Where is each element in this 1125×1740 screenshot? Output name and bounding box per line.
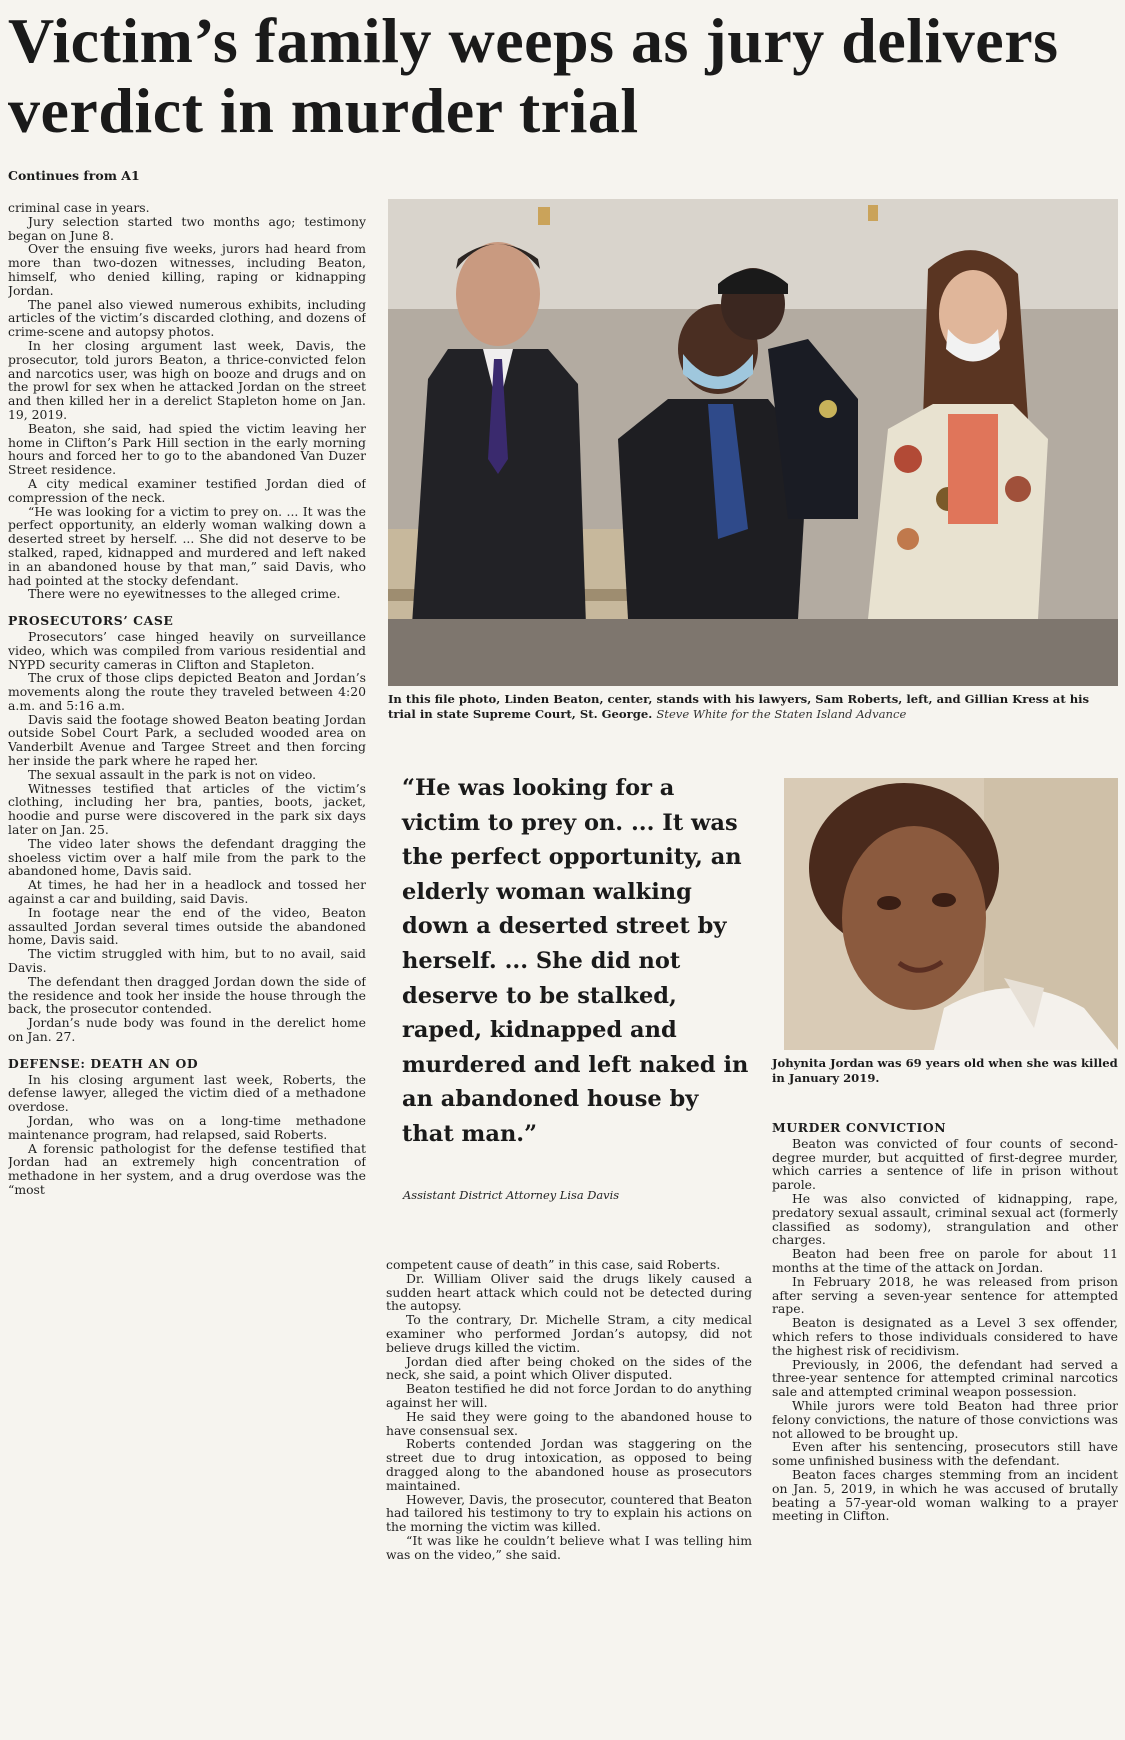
pull-quote-attribution: Assistant District Attorney Lisa Davis	[403, 1188, 620, 1202]
courtroom-photo	[388, 199, 1118, 686]
paragraph: To the contrary, Dr. Michelle Stram, a city medical examiner who performed Jordan’s autopsy, did not believe drugs killed the victim.	[386, 1312, 752, 1355]
paragraph: In her closing argument last week, Davis, the prosecutor, told jurors Beaton, a thrice-convicted felon and narcotics user, was high on booze and drugs and on the prowl for sex when he attacked Jordan on the street and then killed her in a derelict Stapleton home on Jan. 19, 2019.	[8, 337, 366, 422]
paragraph: “He was looking for a victim to prey on. ... It was the perfect opportunity, an elderly woman walking down a deserted street by herself. ... She did not deserve to be stalked, raped, kidnapped and murdered and left naked in an abandoned house by that man,” said Davis, who had pointed at the stocky defendant.	[8, 503, 366, 588]
paragraph: Jordan, who was on a long-time methadone maintenance program, had relapsed, said Roberts.	[8, 1113, 366, 1142]
paragraph: While jurors were told Beaton had three prior felony convictions, the nature of those convictions was not allowed to be brought up.	[772, 1397, 1118, 1441]
paragraph: Beaton had been free on parole for about 11 months at the time of the attack on Jordan.	[772, 1246, 1118, 1275]
paragraph: Beaton faces charges stemming from an incident on Jan. 5, 2019, in which he was accused of brutally beating a 57-year-old woman walking to a prayer meeting in Clifton.	[772, 1466, 1118, 1524]
pull-quote: “He was looking for a victim to prey on. ... It was the perfect opportunity, an elderly woman walking down a deserted street by herself. ... She did not deserve to be stalked, raped, kidnapped and murdered and left naked in an abandoned house by that man.”	[402, 775, 749, 1147]
paragraph: Beaton testified he did not force Jordan to do anything against her will.	[386, 1381, 752, 1410]
paragraph: At times, he had her in a headlock and tossed her against a car and building, said Davis.	[8, 877, 366, 907]
article-column-2	[386, 1258, 752, 1736]
paragraph: The panel also viewed numerous exhibits, including articles of the victim’s discarded clothing, and dozens of crime-scene and autopsy photos.	[8, 296, 366, 340]
paragraph: Davis said the footage showed Beaton beating Jordan outside Sobel Court Park, a secluded wooded area on Vanderbilt Avenue and Targee Street and then forcing her inside the park where he raped her.	[8, 711, 366, 769]
continues-from-label: Continues from A1	[8, 168, 140, 183]
paragraph: In his closing argument last week, Roberts, the defense lawyer, alleged the victim died of a methadone overdose.	[8, 1071, 366, 1115]
paragraph: There were no eyewitnesses to the alleged crime.	[28, 586, 341, 602]
paragraph: Over the ensuing five weeks, jurors had heard from more than two-dozen witnesses, including Beaton, himself, who denied killing, raping or kidnapping Jordan.	[8, 241, 366, 298]
paragraph: Even after his sentencing, prosecutors still have some unfinished business with the defendant.	[772, 1439, 1118, 1469]
article-column-3	[772, 1121, 1118, 1736]
paragraph: Witnesses testified that articles of the victim’s clothing, including her bra, panties, boots, jacket, hoodie and purse were discovered in the park six days later on Jan. 25.	[8, 780, 366, 838]
paragraph: criminal case in years.	[8, 201, 150, 215]
paragraph: The victim struggled with him, but to no avail, said Davis.	[8, 946, 366, 976]
victim-portrait-photo	[784, 778, 1118, 1050]
paragraph: Jordan died after being choked on the sides of the neck, she said, a point which Oliver disputed.	[386, 1353, 752, 1383]
photo-caption-text: In this file photo, Linden Beaton, center, stands with his lawyers, Sam Roberts, left, and Gillian Kress at his trial in state Supreme Court, St. George.	[388, 692, 1090, 721]
paragraph: He was also convicted of kidnapping, rape, predatory sexual assault, criminal sexual act (formerly classified as sodomy), strangulation and other charges.	[772, 1190, 1118, 1248]
paragraph: In February 2018, he was released from prison after serving a seven-year sentence for attempted rape.	[772, 1273, 1118, 1317]
victim-portrait-illustration	[784, 778, 1118, 1050]
paragraph: competent cause of death” in this case, said Roberts.	[386, 1258, 721, 1272]
headline: Victim’s family weeps as jury delivers verdict in murder trial	[8, 5, 1059, 146]
photo-caption	[388, 692, 1118, 722]
paragraph: The video later shows the defendant dragging the shoeless victim over a half mile from the park to the abandoned home, Davis said.	[8, 835, 366, 879]
paragraph: Dr. William Oliver said the drugs likely caused a sudden heart attack which could not be detected during the autopsy.	[386, 1270, 752, 1314]
courtroom-photo-illustration	[388, 199, 1118, 686]
paragraph: Beaton is designated as a Level 3 sex offender, which refers to those individuals considered to have the highest risk of recidivism.	[772, 1315, 1118, 1358]
subhead-murder-conviction: MURDER CONVICTION	[772, 1121, 947, 1135]
paragraph: Previously, in 2006, the defendant had served a three-year sentence for attempted criminal narcotics sale and attempted criminal weapon possession.	[772, 1356, 1118, 1400]
paragraph: In footage near the end of the video, Beaton assaulted Jordan several times outside the abandoned home, Davis said.	[8, 904, 366, 948]
photo-credit: Steve White for the Staten Island Advance	[656, 707, 907, 721]
paragraph: Roberts contended Jordan was staggering on the street due to drug intoxication, as opposed to being dragged along to the abandoned house as prosecutors maintained.	[386, 1436, 752, 1493]
subhead-defense: DEFENSE: DEATH AN OD	[8, 1055, 199, 1071]
paragraph: However, Davis, the prosecutor, countered that Beaton had tailored his testimony to try to explain his actions on the morning the victim was killed.	[386, 1491, 752, 1535]
paragraph: The defendant then dragged Jordan down the side of the residence and took her inside the house through the back, the prosecutor contended.	[8, 973, 366, 1017]
paragraph: Beaton, she said, had spied the victim leaving her home in Clifton’s Park Hill section in the early morning hours and forced her to go to the abandoned Van Duzer Street residence.	[8, 420, 366, 478]
paragraph: A forensic pathologist for the defense testified that Jordan had an extremely high concentration of methadone in her system, and a drug overdose was the “most	[8, 1140, 366, 1197]
paragraph: The crux of those clips depicted Beaton and Jordan’s movements along the route they traveled between 4:20 a.m. and 5:16 a.m.	[8, 670, 366, 713]
paragraph: Prosecutors’ case hinged heavily on surveillance video, which was compiled from various residential and NYPD security cameras in Clifton and Stapleton.	[8, 628, 366, 672]
paragraph: A city medical examiner testified Jordan died of compression of the neck.	[8, 475, 366, 505]
paragraph: “It was like he couldn’t believe what I was telling him was on the video,” she said.	[386, 1532, 752, 1562]
victim-caption: Johynita Jordan was 69 years old when she was killed in January 2019.	[772, 1056, 1118, 1085]
paragraph: Jury selection started two months ago; testimony began on June 8.	[8, 213, 366, 243]
paragraph: Jordan’s nude body was found in the derelict home on Jan. 27.	[8, 1015, 366, 1045]
paragraph: The sexual assault in the park is not on video.	[28, 766, 317, 782]
paragraph: Beaton was convicted of four counts of second-degree murder, but acquitted of first-degree murder, which carries a sentence of life in prison without parole.	[772, 1135, 1118, 1193]
article-column-1	[8, 201, 366, 1736]
paragraph: He said they were going to the abandoned house to have consensual sex.	[386, 1408, 752, 1438]
subhead-prosecutors-case: PROSECUTORS’ CASE	[8, 613, 174, 629]
